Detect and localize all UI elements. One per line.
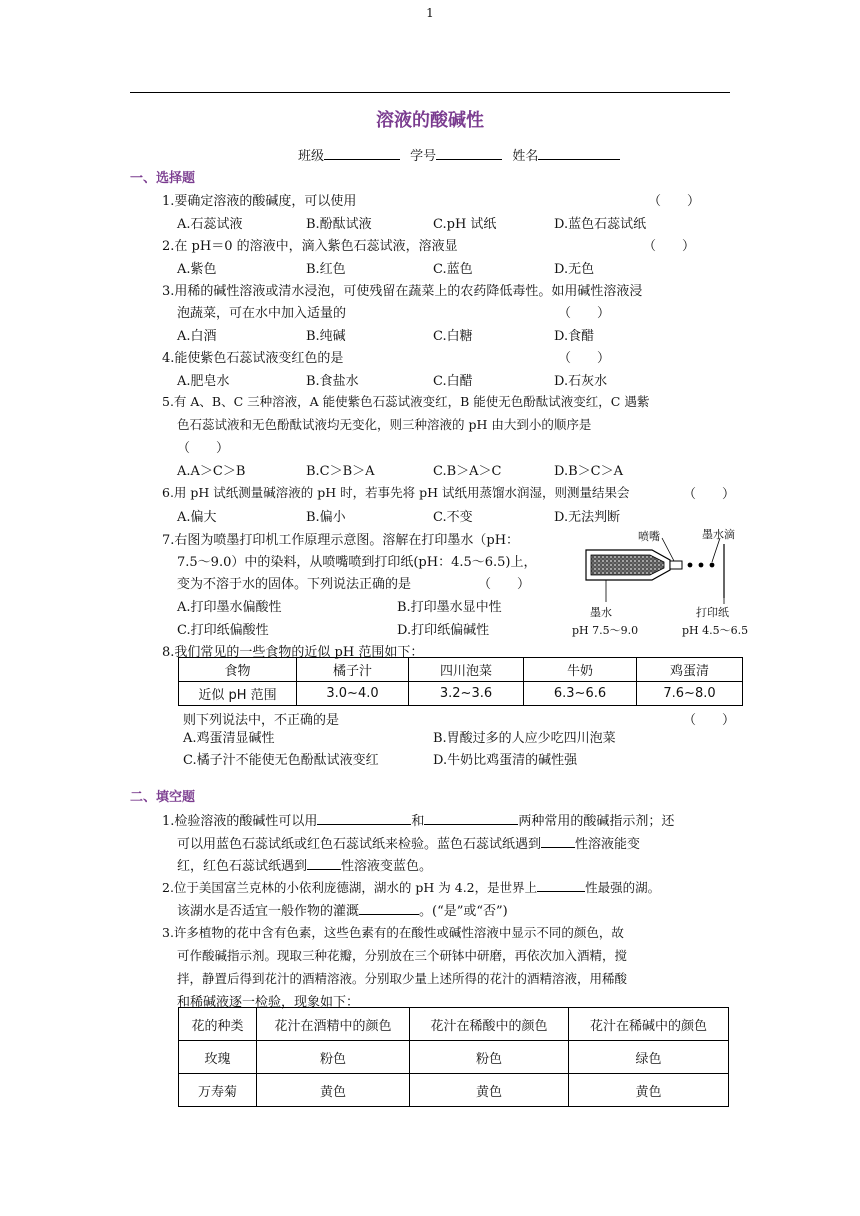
table-header: 牛奶: [524, 658, 637, 682]
q8-after: 则下列说法中，不正确的是: [183, 713, 340, 728]
q5-stem-line1: 5.有 A、B、C 三种溶液，A 能使紫色石蕊试液变红，B 能使无色酚酞试液变红，C 遇紫: [162, 394, 650, 409]
f1-text: 性溶液能变: [575, 837, 641, 852]
q7-option-a: A.打印墨水偏酸性: [177, 600, 282, 615]
label-paper: 打印纸: [696, 606, 729, 619]
id-label: 学号: [410, 149, 437, 164]
f1-line1: [162, 810, 674, 829]
f1-text: 性溶液变蓝色。: [341, 859, 433, 874]
f3-line3: 拌，静置后得到花汁的酒精溶液。分别取少量上述所得的花汁的酒精溶液，用稀酸: [177, 971, 628, 986]
q2-option-a: A.紫色: [177, 262, 217, 277]
f2-text: 性最强的湖。: [585, 880, 661, 895]
f1-blank-1[interactable]: [317, 812, 411, 825]
q6-option-c: C.不变: [433, 510, 473, 525]
f1-text: 和: [411, 814, 425, 829]
name-blank[interactable]: [538, 147, 620, 160]
q6-option-b: B.偏小: [306, 510, 346, 525]
table-cell: 万寿菊: [179, 1074, 257, 1107]
q4-stem: 4.能使紫色石蕊试液变红色的是: [162, 351, 344, 366]
f1-text: 红，红色石蕊试纸遇到: [177, 859, 308, 874]
table-cell: 绿色: [569, 1041, 729, 1074]
id-blank[interactable]: [436, 147, 502, 160]
f1-line2: [177, 833, 640, 852]
nozzle-shape: [670, 561, 682, 569]
f2-line2: [177, 900, 508, 919]
ink-drop: [688, 563, 693, 568]
q7-option-d: D.打印纸偏碱性: [397, 623, 490, 638]
table-cell: 3.2~3.6: [409, 682, 524, 706]
q3-option-b: B.纯碱: [306, 329, 346, 344]
q2-option-c: C.蓝色: [433, 262, 473, 277]
f1-text: 1.检验溶液的酸碱性可以用: [162, 814, 318, 829]
f2-line1: [162, 878, 660, 896]
q1-option-b: B.酚酞试液: [306, 217, 372, 232]
q8-stem: 8.我们常见的一些食物的近似 pH 范围如下：: [162, 645, 424, 660]
table-cell: 黄色: [569, 1074, 729, 1107]
label-ink-drop: 墨水滴: [702, 528, 735, 541]
header-rule: [130, 92, 730, 93]
student-info: [298, 145, 620, 164]
q7-stem-line1: 7.右图为喷墨打印机工作原理示意图。溶解在打印墨水（pH：: [162, 533, 520, 548]
table-cell: 6.3~6.6: [524, 682, 637, 706]
page-title: 溶液的酸碱性: [376, 110, 484, 131]
page-number: 1: [426, 6, 434, 20]
f3-line2: 可作酸碱指示剂。现取三种花瓣，分别放在三个研钵中研磨，再依次加入酒精，搅: [177, 948, 628, 963]
q6-answer-paren[interactable]: （ ）: [683, 487, 736, 502]
table-cell: 7.6~8.0: [637, 682, 743, 706]
q2-option-b: B.红色: [306, 262, 346, 277]
f2-blank-1[interactable]: [537, 879, 585, 892]
f3-line1: 3.许多植物的花中含有色素，这些色素有的在酸性或碱性溶液中显示不同的颜色，故: [162, 925, 624, 940]
q2-answer-paren[interactable]: （ ）: [643, 239, 696, 254]
q1-option-a: A.石蕊试液: [177, 217, 243, 232]
table-cell: 玫瑰: [179, 1041, 257, 1074]
q3-option-a: A.白酒: [177, 329, 217, 344]
q7-answer-paren[interactable]: （ ）: [478, 577, 531, 592]
q1-answer-paren[interactable]: （ ）: [648, 194, 701, 209]
table-header: 橘子汁: [297, 658, 409, 682]
q6-stem: 6.用 pH 试纸测量碱溶液的 pH 时，若事先将 pH 试纸用蒸馏水润湿，则测量结果会: [162, 485, 630, 500]
table-header: 花汁在稀酸中的颜色: [410, 1008, 569, 1041]
label-paper-ph: pH 4.5～6.5: [682, 624, 749, 637]
table-header: 鸡蛋清: [637, 658, 743, 682]
f1-text: 两种常用的酸碱指示剂；还: [518, 814, 675, 829]
q4-option-a: A.肥皂水: [177, 374, 230, 389]
q1-option-d: D.蓝色石蕊试纸: [554, 217, 647, 232]
f1-blank-2[interactable]: [424, 812, 518, 825]
q6-option-d: D.无法判断: [554, 510, 621, 525]
section-choice-title: 一、选择题: [130, 171, 196, 186]
label-nozzle: 喷嘴: [638, 530, 660, 543]
ink-fill: [591, 555, 664, 575]
q3-stem-line1: 3.用稀的碱性溶液或清水浸泡，可使残留在蔬菜上的农药降低毒性。如用碱性溶液浸: [162, 284, 643, 299]
table-header: 食物: [179, 658, 297, 682]
q4-option-b: B.食盐水: [306, 374, 359, 389]
f3-line4: 和稀碱液逐一检验，现象如下：: [177, 995, 360, 1010]
q3-answer-paren[interactable]: （ ）: [558, 306, 611, 321]
table-header: 花汁在酒精中的颜色: [257, 1008, 410, 1041]
q4-option-d: D.石灰水: [554, 374, 608, 389]
q6-option-a: A.偏大: [177, 510, 217, 525]
f2-blank-2[interactable]: [359, 902, 419, 915]
q1-option-c: C.pH 试纸: [433, 217, 497, 232]
flower-color-table: [178, 1007, 729, 1107]
table-header: 花的种类: [179, 1008, 257, 1041]
f2-text: 2.位于美国富兰克林的小依利庞德湖，湖水的 pH 为 4.2，是世界上: [162, 880, 538, 895]
label-ink: 墨水: [590, 606, 612, 619]
q5-answer-paren[interactable]: （ ）: [177, 441, 230, 456]
q4-answer-paren[interactable]: （ ）: [558, 351, 611, 366]
q8-answer-paren[interactable]: （ ）: [683, 713, 736, 728]
q8-option-b: B.胃酸过多的人应少吃四川泡菜: [433, 731, 616, 746]
q5-stem-line2: 色石蕊试液和无色酚酞试液均无变化，则三种溶液的 pH 由大到小的顺序是: [177, 417, 592, 432]
f1-text: 可以用蓝色石蕊试纸或红色石蕊试纸来检验。蓝色石蕊试纸遇到: [177, 837, 542, 852]
section-fill-title: 二、填空题: [130, 790, 196, 805]
f1-blank-4[interactable]: [307, 857, 341, 870]
q5-option-d: D.B＞C＞A: [554, 464, 623, 479]
q8-option-a: A.鸡蛋清显碱性: [183, 731, 275, 746]
q8-option-c: C.橘子汁不能使无色酚酞试液变红: [183, 753, 379, 768]
table-header: 四川泡菜: [409, 658, 524, 682]
q3-stem-line2: 泡蔬菜，可在水中加入适量的: [177, 306, 347, 321]
food-ph-table: [178, 657, 743, 706]
table-cell: 粉色: [257, 1041, 410, 1074]
q7-option-c: C.打印纸偏酸性: [177, 623, 269, 638]
f2-text: 。(“是”或“否”): [419, 904, 508, 919]
table-cell: 近似 pH 范围: [179, 682, 297, 706]
printer-diagram: [570, 524, 760, 642]
q1-stem: 1.要确定溶液的酸碱度，可以使用: [162, 194, 357, 209]
label-ink-ph: pH 7.5～9.0: [572, 624, 639, 637]
q4-option-c: C.白醋: [433, 374, 473, 389]
class-label: 班级: [298, 149, 325, 164]
table-cell: 黄色: [257, 1074, 410, 1107]
q5-option-a: A.A＞C＞B: [177, 464, 246, 479]
f2-text: 该湖水是否适宜一般作物的灌溉: [177, 904, 360, 919]
table-cell: 3.0~4.0: [297, 682, 409, 706]
ink-drop: [699, 563, 704, 568]
f1-blank-3[interactable]: [541, 835, 575, 848]
name-label: 姓名: [512, 149, 539, 164]
table-cell: 粉色: [410, 1041, 569, 1074]
q3-option-d: D.食醋: [554, 329, 595, 344]
f1-line3: [177, 855, 432, 874]
q2-option-d: D.无色: [554, 262, 595, 277]
q5-option-b: B.C＞B＞A: [306, 464, 375, 479]
q2-stem: 2.在 pH＝0 的溶液中，滴入紫色石蕊试液，溶液显: [162, 239, 458, 254]
ink-drop: [710, 563, 715, 568]
q7-stem-line3: 变为不溶于水的固体。下列说法正确的是: [177, 577, 412, 592]
q5-option-c: C.B＞A＞C: [433, 464, 502, 479]
q3-option-c: C.白糖: [433, 329, 473, 344]
q7-stem-line2: 7.5～9.0）中的染料，从喷嘴喷到打印纸(pH：4.5～6.5)上，: [177, 555, 537, 570]
q7-option-b: B.打印墨水显中性: [397, 600, 502, 615]
class-blank[interactable]: [324, 147, 400, 160]
table-cell: 黄色: [410, 1074, 569, 1107]
table-header: 花汁在稀碱中的颜色: [569, 1008, 729, 1041]
q8-option-d: D.牛奶比鸡蛋清的碱性强: [433, 753, 578, 768]
